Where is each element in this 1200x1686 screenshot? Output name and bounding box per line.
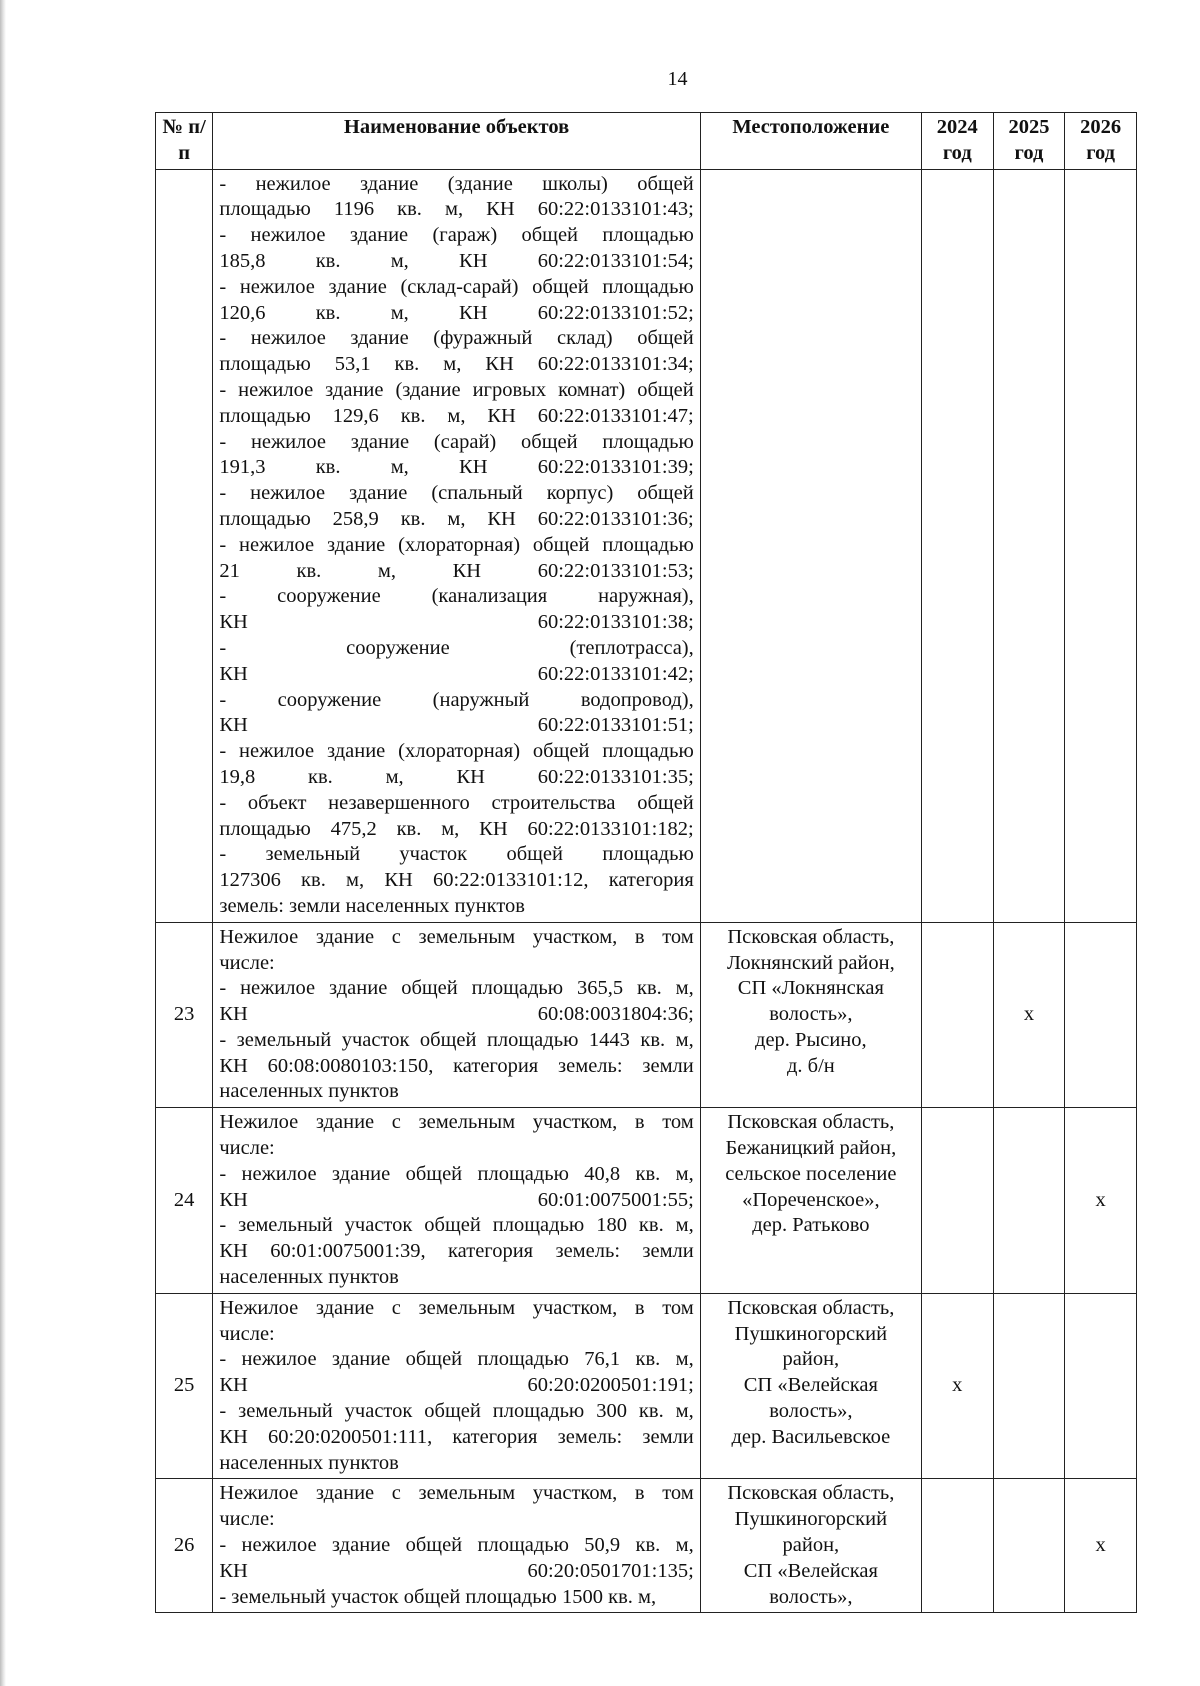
location-line: район, (782, 1348, 840, 1371)
cell-name (213, 169, 700, 922)
name-line: числе: (219, 1508, 275, 1531)
name-line: Нежилое здание с земельным участком, в том (219, 1482, 694, 1505)
header-number: № п/п (156, 113, 213, 170)
name-line: населенных пунктов (219, 1266, 399, 1289)
location-line: Пушкиногорский (734, 1508, 888, 1531)
name-line: - нежилое здание (спальный корпус) общей (219, 482, 694, 505)
location-line: «Пореченское», (742, 1188, 880, 1211)
header-name: Наименование объектов (213, 113, 700, 170)
location-line: СП «Локнянская (737, 977, 884, 1000)
cell-number: 25 (156, 1293, 213, 1479)
table-row (156, 1108, 1137, 1294)
cell-location (700, 1108, 921, 1294)
page-number: 14 (667, 68, 688, 90)
header-year-2024: 2024 год (921, 113, 993, 170)
name-line: - нежилое здание (здание игровых комнат) общей (219, 378, 694, 401)
cell-number: 23 (156, 922, 213, 1108)
location-line: волость», (769, 1585, 853, 1608)
table-row (156, 1293, 1137, 1479)
cell-number (156, 169, 213, 922)
cell-year-2026: x (1065, 1479, 1137, 1613)
cell-year-2024 (921, 1479, 993, 1613)
name-line: населенных пунктов (219, 1080, 399, 1103)
cell-location (700, 169, 921, 922)
scan-edge (0, 0, 6, 1686)
cell-location (700, 1293, 921, 1479)
name-line: - земельный участок общей площадью 300 кв. м, (219, 1400, 694, 1423)
name-line: - сооружение (наружный водопровод), (219, 688, 694, 711)
name-line: КН 60:01:0075001:55; (219, 1188, 694, 1211)
name-line: - нежилое здание общей площадью 76,1 кв. м, (219, 1348, 694, 1371)
cell-location (700, 922, 921, 1108)
header-year-2025: 2025 год (993, 113, 1065, 170)
name-line: 21 кв. м, КН 60:22:0133101:53; (219, 559, 694, 582)
name-line: площадью 1196 кв. м, КН 60:22:0133101:43; (219, 198, 694, 221)
name-line: числе: (219, 951, 275, 974)
location-line: Пушкиногорский (734, 1322, 888, 1345)
cell-year-2026 (1065, 1293, 1137, 1479)
name-line: КН 60:08:0080103:150, категория земель: земли (219, 1054, 694, 1077)
cell-year-2024 (921, 169, 993, 922)
cell-year-2024 (921, 1108, 993, 1294)
header-location: Местоположение (700, 113, 921, 170)
table-row (156, 922, 1137, 1108)
name-line: числе: (219, 1137, 275, 1160)
name-line: КН 60:22:0133101:51; (219, 714, 694, 737)
location-line: Псковская область, (727, 1111, 895, 1134)
name-line: 120,6 кв. м, КН 60:22:0133101:52; (219, 301, 694, 324)
location-line: Псковская область, (727, 925, 895, 948)
location-line: д. б/н (786, 1054, 835, 1077)
name-line: - нежилое здание общей площадью 40,8 кв. м, (219, 1162, 694, 1185)
name-line: - нежилое здание общей площадью 50,9 кв. м, (219, 1534, 694, 1557)
name-line: КН 60:22:0133101:38; (219, 611, 694, 634)
cell-year-2025 (993, 1108, 1065, 1294)
name-line: земель: земли населенных пунктов (219, 894, 525, 917)
location-line: дер. Ратьково (752, 1214, 870, 1237)
location-line: сельское поселение (725, 1162, 897, 1185)
name-line: КН 60:20:0200501:111, категория земель: земли (219, 1425, 694, 1448)
name-line: КН 60:20:0200501:191; (219, 1374, 694, 1397)
table-body (156, 169, 1137, 1613)
location-line: Бежаницкий район, (725, 1137, 897, 1160)
cell-number: 24 (156, 1108, 213, 1294)
name-line: площадью 258,9 кв. м, КН 60:22:0133101:36; (219, 507, 694, 530)
name-line: - земельный участок общей площадью 1500 кв. м, (219, 1585, 657, 1608)
cell-name (213, 1479, 700, 1613)
location-line: Псковская область, (727, 1482, 895, 1505)
cell-name (213, 1293, 700, 1479)
name-line: - земельный участок общей площадью 180 кв. м, (219, 1214, 694, 1237)
cell-name (213, 922, 700, 1108)
location-line: волость», (769, 1003, 853, 1026)
location-line: Локнянский район, (726, 951, 895, 974)
name-line: - нежилое здание (сарай) общей площадью (219, 430, 694, 453)
name-line: площадью 475,2 кв. м, КН 60:22:0133101:182; (219, 817, 694, 840)
name-line: - нежилое здание (хлораторная) общей площадью (219, 533, 694, 556)
name-line: - нежилое здание (фуражный склад) общей (219, 327, 694, 350)
header-year-2026: 2026 год (1065, 113, 1137, 170)
location-line: дер. Васильевское (731, 1425, 891, 1448)
name-line: 191,3 кв. м, КН 60:22:0133101:39; (219, 456, 694, 479)
name-line: - сооружение (канализация наружная), (219, 585, 694, 608)
name-line: 127306 кв. м, КН 60:22:0133101:12, категория (219, 869, 694, 892)
cell-name (213, 1108, 700, 1294)
cell-location (700, 1479, 921, 1613)
name-line: КН 60:01:0075001:39, категория земель: земли (219, 1240, 694, 1263)
name-line: - нежилое здание (хлораторная) общей площадью (219, 740, 694, 763)
table-row-continuation (156, 169, 1137, 922)
cell-year-2025: x (993, 922, 1065, 1108)
name-line: - нежилое здание общей площадью 365,5 кв. м, (219, 977, 694, 1000)
name-line: КН 60:20:0501701:135; (219, 1559, 694, 1582)
cell-year-2024: x (921, 1293, 993, 1479)
cell-year-2026 (1065, 922, 1137, 1108)
objects-table (155, 112, 1137, 1613)
table-row (156, 1479, 1137, 1613)
location-line: СП «Велейская (743, 1559, 878, 1582)
name-line: Нежилое здание с земельным участком, в том (219, 1111, 694, 1134)
name-line: населенных пунктов (219, 1451, 399, 1474)
location-line: СП «Велейская (743, 1374, 878, 1397)
name-line: площадью 53,1 кв. м, КН 60:22:0133101:34; (219, 353, 694, 376)
cell-year-2025 (993, 1479, 1065, 1613)
location-line: волость», (769, 1400, 853, 1423)
name-line: - нежилое здание (склад-сарай) общей площадью (219, 275, 694, 298)
location-line: район, (782, 1534, 840, 1557)
cell-year-2026 (1065, 169, 1137, 922)
location-line: Псковская область, (727, 1296, 895, 1319)
name-line: числе: (219, 1322, 275, 1345)
cell-year-2026: x (1065, 1108, 1137, 1294)
name-line: - объект незавершенного строительства общей (219, 791, 694, 814)
cell-year-2025 (993, 1293, 1065, 1479)
name-line: - нежилое здание (гараж) общей площадью (219, 224, 694, 247)
table-header-row (156, 113, 1137, 170)
name-line: Нежилое здание с земельным участком, в том (219, 1296, 694, 1319)
name-line: Нежилое здание с земельным участком, в том (219, 925, 694, 948)
name-line: 19,8 кв. м, КН 60:22:0133101:35; (219, 765, 694, 788)
name-line: - нежилое здание (здание школы) общей (219, 172, 694, 195)
name-line: площадью 129,6 кв. м, КН 60:22:0133101:47; (219, 404, 694, 427)
cell-year-2024 (921, 922, 993, 1108)
name-line: - земельный участок общей площадью 1443 кв. м, (219, 1028, 694, 1051)
name-line: КН 60:08:0031804:36; (219, 1003, 694, 1026)
cell-year-2025 (993, 169, 1065, 922)
location-line: дер. Рысино, (755, 1028, 867, 1051)
name-line: - земельный участок общей площадью (219, 843, 694, 866)
name-line: 185,8 кв. м, КН 60:22:0133101:54; (219, 249, 694, 272)
cell-number: 26 (156, 1479, 213, 1613)
name-line: - сооружение (теплотрасса), (219, 636, 694, 659)
name-line: КН 60:22:0133101:42; (219, 662, 694, 685)
